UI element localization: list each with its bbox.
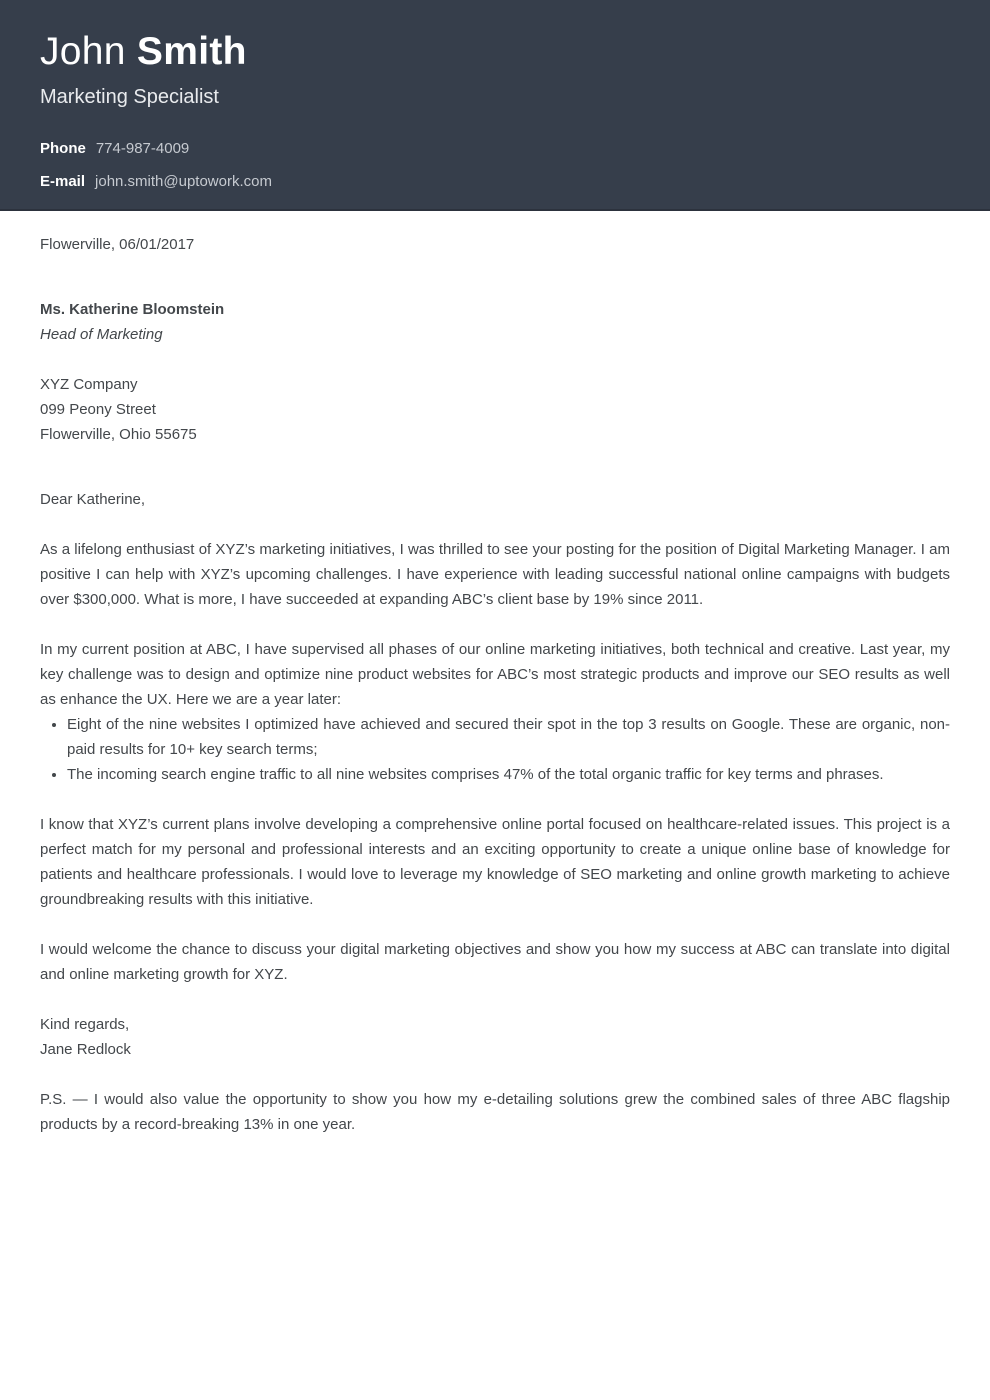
contact-block <box>40 139 950 192</box>
recipient-title: Head of Marketing <box>40 326 163 343</box>
recipient-company: XYZ Company <box>40 376 138 393</box>
paragraph-project-match: I know that XYZ’s current plans involve developing a comprehensive online portal focused on healthcare-related issues. This project is a perfect match for my personal and professional interests and an exciting opportunity to create a unique online base of knowledge for patients and healthcare professionals. I would love to leverage my knowledge of SEO marketing and online growth marketing to achieve groundbreaking results with this initiative. <box>40 816 950 908</box>
email-value: john.smith@uptowork.com <box>95 173 272 190</box>
candidate-first-name: John <box>40 30 126 73</box>
candidate-last-name: Smith <box>136 30 247 73</box>
salutation: Dear Katherine, <box>40 491 146 508</box>
recipient-name: Ms. Katherine Bloomstein <box>40 301 225 318</box>
postscript: P.S. — I would also value the opportunity to show you how my e-detailing solutions grew the combined sales of three ABC flagship products by a record-breaking 13% in one year. <box>40 1091 950 1133</box>
candidate-name <box>40 0 950 76</box>
phone-value: 774-987-4009 <box>95 140 190 157</box>
contact-row-phone <box>40 139 950 159</box>
contact-row-email <box>40 172 950 192</box>
paragraph-call-to-action: I would welcome the chance to discuss your digital marketing objectives and show you how my success at ABC can translate into digital and online marketing growth for XYZ. <box>40 941 950 983</box>
valediction: Kind regards, <box>40 1016 130 1033</box>
paragraph-intro: As a lifelong enthusiast of XYZ’s marketing initiatives, I was thrilled to see your posting for the position of Digital Marketing Manager. I am positive I can help with XYZ’s upcoming challenges. I have experience with leading successful national online campaigns with budgets over $300,000. What is more, I have succeeded at expanding ABC’s client base by 19% since 2011. <box>40 541 950 608</box>
achievement-item: • Eight of the nine websites I optimized have achieved and secured their spot in the top 3 results on Google. These are organic, non-paid results for 10+ key search terms; <box>67 712 950 762</box>
candidate-job-title: Marketing Specialist <box>40 86 219 108</box>
signature: Jane Redlock <box>40 1041 131 1058</box>
letter-body <box>0 211 990 1137</box>
paragraph-current-position: In my current position at ABC, I have supervised all phases of our online marketing initiatives, both technical and creative. Last year, my key challenge was to design and optimize nine product websites for ABC’s most strategic products and improve our SEO results as well as enhance the UX. Here we are a year later: <box>40 641 950 708</box>
achievement-item: • The incoming search engine traffic to all nine websites comprises 47% of the total organic traffic for key terms and phrases. <box>67 762 950 787</box>
recipient-street: 099 Peony Street <box>40 401 156 418</box>
recipient-city: Flowerville, Ohio 55675 <box>40 426 197 443</box>
dateline: Flowerville, 06/01/2017 <box>40 236 195 253</box>
email-label: E-mail <box>40 173 86 190</box>
phone-label: Phone <box>40 140 86 157</box>
achievement-list <box>40 712 950 787</box>
header <box>0 0 990 211</box>
